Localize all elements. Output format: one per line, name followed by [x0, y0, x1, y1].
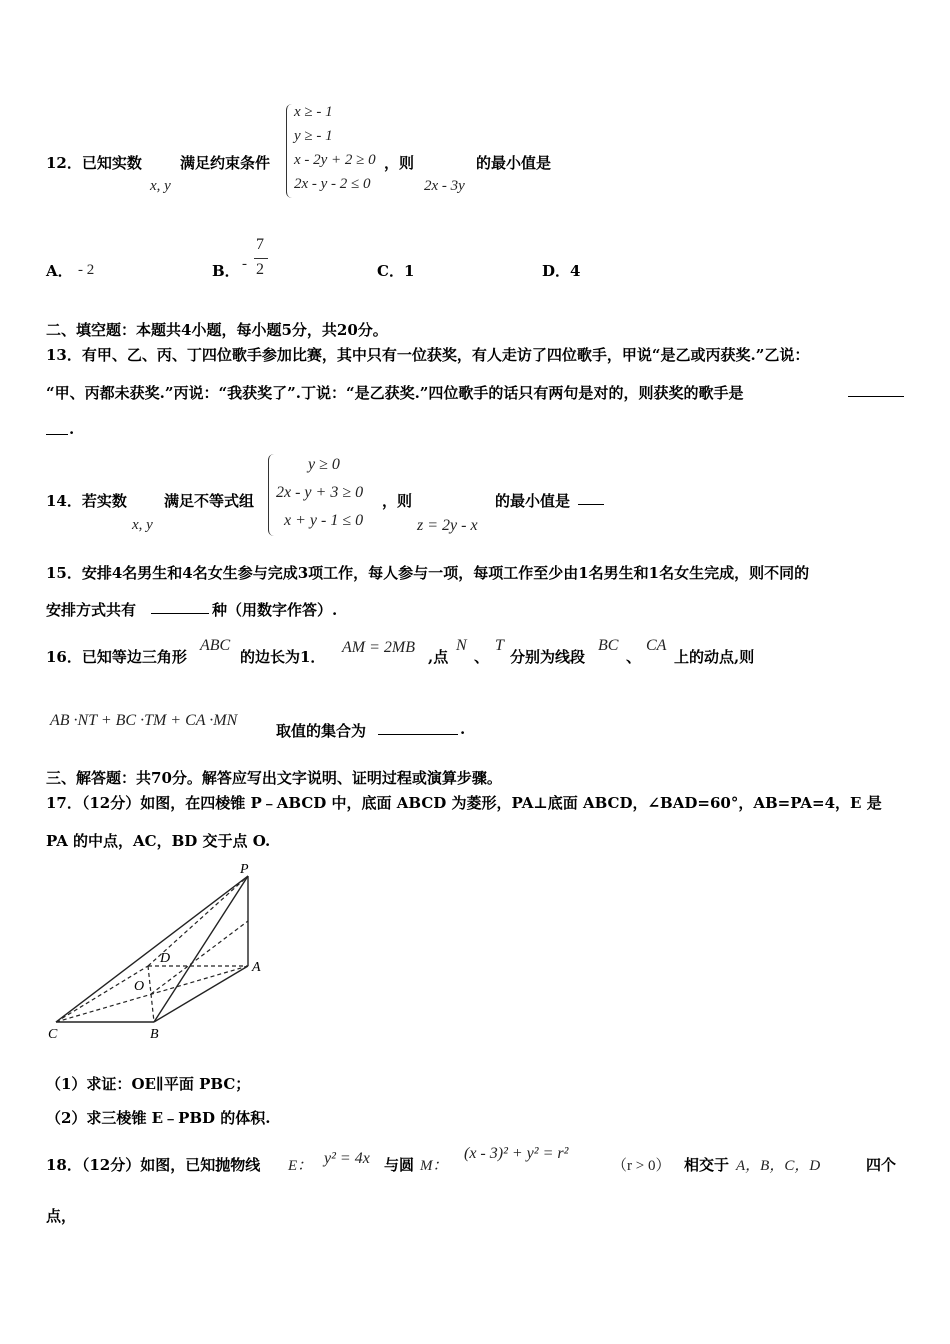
q15-line-2b: 种（用数字作答）. — [212, 601, 338, 619]
q18-text-3: 四个 — [866, 1156, 897, 1174]
q18-condition: （r > 0） — [612, 1158, 671, 1174]
q12-constraint-4: 2x - y - 2 ≤ 0 — [294, 176, 371, 192]
q18-line-2: 点， — [46, 1207, 77, 1225]
q17-subquestion-1: （1）求证：OE∥平面 PBC； — [46, 1075, 251, 1093]
q16-number: 16．已知等边三角形 — [46, 648, 187, 666]
q14-expression: z = 2y - x — [417, 517, 478, 534]
q15-line-2a: 安排方式共有 — [46, 601, 137, 619]
edge-pb — [154, 876, 248, 1022]
q12-option-d: D．4 — [542, 262, 581, 280]
q16-bc: BC — [598, 637, 619, 654]
q17-line-2: PA 的中点，AC，BD 交于点 O. — [46, 832, 271, 850]
q12-then: ，则 — [384, 154, 415, 172]
diagonal-ca — [56, 966, 248, 1022]
q16-t: T — [495, 637, 504, 654]
q14-then: ，则 — [382, 492, 413, 510]
q16-abc: ABC — [200, 637, 231, 654]
q14-number: 14．若实数 — [46, 492, 127, 510]
label-d: D — [160, 951, 171, 966]
q12-option-b-numerator: 7 — [256, 236, 264, 253]
q18-m-label: M： — [420, 1158, 448, 1174]
q18-points: A，B，C，D — [736, 1158, 821, 1174]
label-c: C — [48, 1027, 58, 1042]
edge-cd — [56, 966, 148, 1022]
q17-line-1: 17．（12分）如图，在四棱锥 P﹣ABCD 中，底面 ABCD 为菱形，PA⊥底面 ABCD，∠BAD=60°，AB=PA=4，E 是 — [46, 794, 882, 812]
q18-text-2: 相交于 — [684, 1156, 730, 1174]
q18-number: 18．（12分）如图，已知抛物线 — [46, 1156, 261, 1174]
q16-period: . — [460, 720, 466, 738]
q12-option-c: C．1 — [377, 262, 415, 280]
q12-tail: 的最小值是 — [476, 154, 552, 172]
q12-number: 12．已知实数 — [46, 154, 142, 172]
q18-circle-equation: (x - 3)² + y² = r² — [464, 1145, 569, 1162]
q12-vars: x, y — [150, 178, 171, 194]
q18-e-label: E： — [288, 1158, 313, 1174]
q14-constraint-3: x + y - 1 ≤ 0 — [284, 512, 364, 529]
q16-vector-expression: AB ·NT + BC ·TM + CA ·MN — [50, 712, 238, 729]
q14-constraint-1: y ≥ 0 — [308, 456, 340, 473]
q18-text-1: 与圆 — [384, 1156, 415, 1174]
q13-line-2: “甲、丙都未获奖.”丙说：“我获奖了”.丁说：“是乙获奖.”四位歌手的话只有两句是对的，则获奖的歌手是 — [46, 384, 744, 402]
label-a: A — [252, 960, 261, 975]
q18-parabola-equation: y² = 4x — [324, 1150, 370, 1167]
section-3-heading: 三、解答题：共70分。解答应写出文字说明、证明过程或演算步骤。 — [46, 769, 502, 787]
q16-n: N — [456, 637, 467, 654]
q16-text-7: 取值的集合为 — [276, 722, 367, 740]
label-p: P — [240, 862, 249, 877]
q12-expression: 2x - 3y — [424, 178, 465, 194]
label-o: O — [134, 979, 145, 994]
edge-pc — [56, 876, 248, 1022]
q16-text-6: 上的动点,则 — [674, 648, 755, 666]
q12-constraint-3: x - 2y + 2 ≥ 0 — [294, 152, 376, 168]
q12-option-b-denominator: 2 — [256, 261, 264, 278]
q15-line-1: 15．安排4名男生和4名女生参与完成3项工作，每人参与一项，每项工作至少由1名男生和1名女生完成，则不同的 — [46, 564, 810, 582]
q16-am-eq: AM = 2MB — [342, 639, 415, 656]
q17-subquestion-2: （2）求三棱锥 E﹣PBD 的体积. — [46, 1109, 271, 1127]
q12-option-b-label: B． — [212, 262, 240, 280]
section-2-heading: 二、填空题：本题共4小题，每小题5分，共20分。 — [46, 321, 388, 339]
q14-condition-text: 满足不等式组 — [164, 492, 255, 510]
q12-condition-text: 满足约束条件 — [180, 154, 271, 172]
q12-option-a-value: - 2 — [78, 262, 95, 278]
q14-tail: 的最小值是 — [495, 492, 571, 510]
q16-text-1: 的边长为1． — [240, 648, 326, 666]
label-b: B — [150, 1027, 159, 1042]
q16-text-3: 、 — [474, 648, 490, 666]
q16-text-5: 、 — [626, 648, 642, 666]
q13-period: . — [69, 420, 75, 438]
q12-option-b-sign: - — [242, 256, 247, 272]
edge-ba — [154, 966, 248, 1022]
q13-line-1: 13．有甲、乙、丙、丁四位歌手参加比赛，其中只有一位获奖，有人走访了四位歌手，甲说“是乙或丙获奖.”乙说： — [46, 346, 810, 364]
q12-option-a-label: A． — [46, 262, 73, 280]
q16-ca: CA — [646, 637, 667, 654]
q14-vars: x, y — [132, 517, 153, 533]
q12-constraint-1: x ≥ - 1 — [294, 104, 333, 120]
q12-constraint-2: y ≥ - 1 — [294, 128, 333, 144]
q16-text-4: 分别为线段 — [510, 648, 586, 666]
q16-text-2: ,点 — [428, 648, 449, 666]
q14-constraint-2: 2x - y + 3 ≥ 0 — [276, 484, 364, 501]
